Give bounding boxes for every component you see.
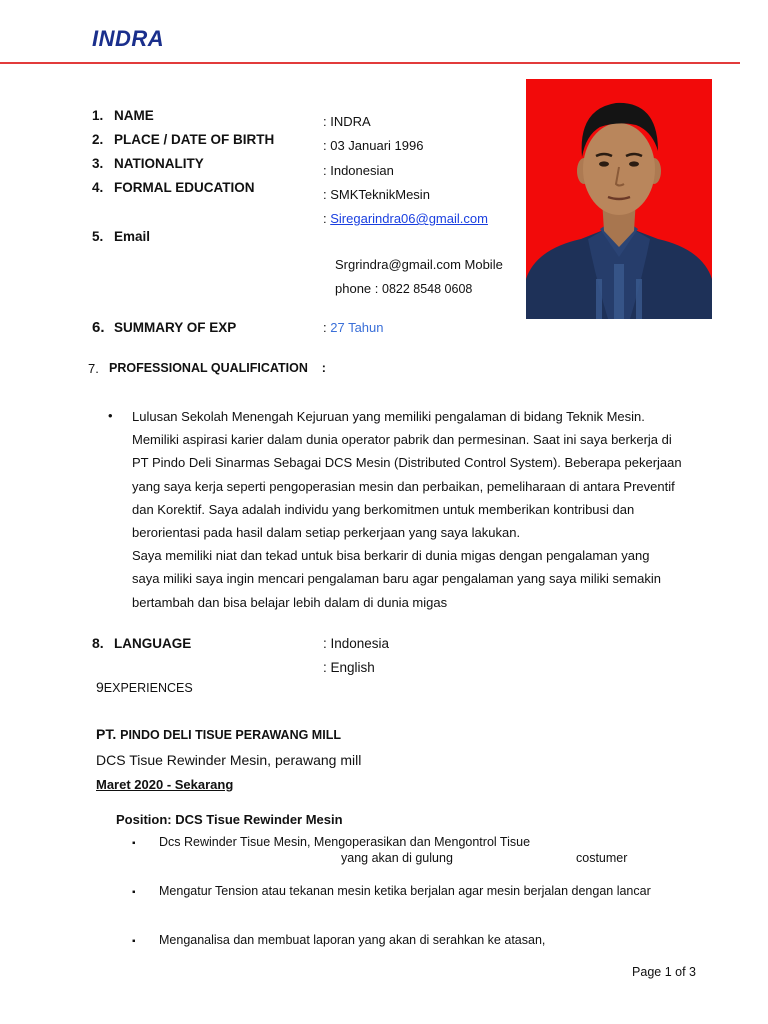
paragraph-line: dan Korektif. Saya adalah individu yang berkomitmen untuk memberikan kontribusi dan: [132, 501, 635, 517]
duty-line: Mengatur Tension atau tekanan mesin ketika berjalan agar mesin berjalan dengan lancar: [159, 884, 651, 898]
paragraph-line: Memiliki aspirasi karier dalam dunia operator pabrik dan permesinan. Saat ini saya berkerja di: [132, 432, 672, 448]
company-prefix: PT.: [96, 726, 117, 742]
section-number: 9: [96, 679, 104, 695]
field-number: 8.: [92, 635, 104, 651]
language-value-2: : English: [323, 660, 375, 675]
job-period: Maret 2020 - Sekarang: [96, 777, 234, 792]
page-number: Page 1 of 3: [632, 965, 696, 979]
profile-photo: [526, 79, 712, 319]
field-value-email: [323, 211, 488, 226]
phone-label: phone :: [335, 281, 382, 296]
field-value-education: : SMKTeknikMesin: [323, 187, 430, 202]
qualification-paragraph: [132, 405, 702, 614]
paragraph-line: berorientasi pada hasil dalam setiap perkerjaan yang saya lakukan.: [132, 525, 521, 541]
portrait-illustration: [526, 79, 712, 319]
field-value-birth: : 03 Januari 1996: [323, 138, 424, 153]
paragraph-line: bertambah dan bisa belajar lebih dalam di dunia migas: [132, 594, 448, 610]
section-heading-qualification: PROFESSIONAL QUALIFICATION :: [109, 361, 326, 375]
section-heading-experiences: [96, 679, 193, 695]
field-label-email: Email: [114, 229, 151, 244]
contact-line-1: Srgrindra@gmail.com Mobile: [335, 257, 503, 272]
field-label-birth: PLACE / DATE OF BIRTH: [114, 132, 275, 147]
field-label-nationality: NATIONALITY: [114, 156, 204, 171]
company-name: [96, 726, 341, 742]
section-number: 7.: [88, 361, 99, 376]
duty-line: Menganalisa dan membuat laporan yang akan di serahkan ke atasan,: [159, 933, 546, 947]
duty-bullet: ▪: [132, 936, 136, 947]
field-number: 3.: [92, 156, 104, 171]
job-position: Position: DCS Tisue Rewinder Mesin: [116, 812, 343, 827]
field-number: 6.: [92, 319, 105, 336]
field-label-summary: SUMMARY OF EXP: [114, 320, 237, 335]
company-title: PINDO DELI TISUE PERAWANG MILL: [120, 728, 341, 742]
paragraph-line: saya miliki saya ingin mencari pengalaman baru agar pengalaman yang saya miliki semakin: [132, 571, 661, 587]
field-value-name: : INDRA: [323, 114, 371, 129]
paragraph-line: Lulusan Sekolah Menengah Kejuruan yang memiliki pengalaman di bidang Teknik Mesin.: [132, 409, 645, 424]
duty-line-continued: yang akan di gulung: [341, 851, 453, 865]
email-colon: :: [323, 211, 331, 226]
field-number: 1.: [92, 108, 104, 123]
summary-value: 27 Tahun: [330, 320, 384, 335]
duty-line: Dcs Rewinder Tisue Mesin, Mengoperasikan dan Mengontrol Tisue: [159, 835, 531, 849]
field-label-language: LANGUAGE: [114, 636, 192, 651]
paragraph-line: yang saya kerja seperti pengoperasian mesin dan perbaikan, pemeliharaan di antara Preventif: [132, 478, 675, 494]
resume-name-title: INDRA: [92, 26, 165, 51]
field-number: 2.: [92, 132, 104, 147]
field-label-name: NAME: [114, 108, 154, 123]
bullet-marker: •: [108, 408, 113, 423]
contact-line-2: [335, 281, 472, 296]
phone-value: 0822 8548 0608: [382, 282, 473, 296]
email-link[interactable]: Siregarindra06@gmail.com: [330, 211, 488, 226]
duty-bullet: ▪: [132, 887, 136, 898]
duty-line-continued: costumer: [576, 851, 628, 865]
paragraph-line: Saya memiliki niat dan tekad untuk bisa berkarir di dunia migas dengan pengalaman yang: [132, 548, 650, 564]
language-value-1: : Indonesia: [323, 636, 390, 651]
field-number: 4.: [92, 180, 104, 195]
field-number: 5.: [92, 229, 104, 244]
header-divider: [0, 62, 740, 64]
summary-colon: :: [323, 320, 331, 335]
job-role: DCS Tisue Rewinder Mesin, perawang mill: [96, 752, 362, 768]
paragraph-line: PT Pindo Deli Sinarmas Sebagai DCS Mesin (Distributed Control System). Beberapa pekerjaan: [132, 455, 682, 471]
experiences-heading-text: EXPERIENCES: [103, 681, 193, 695]
field-value-nationality: : Indonesian: [323, 163, 394, 178]
duty-bullet: ▪: [132, 838, 136, 849]
field-label-education: FORMAL EDUCATION: [114, 180, 255, 195]
field-value-summary: [323, 320, 384, 335]
